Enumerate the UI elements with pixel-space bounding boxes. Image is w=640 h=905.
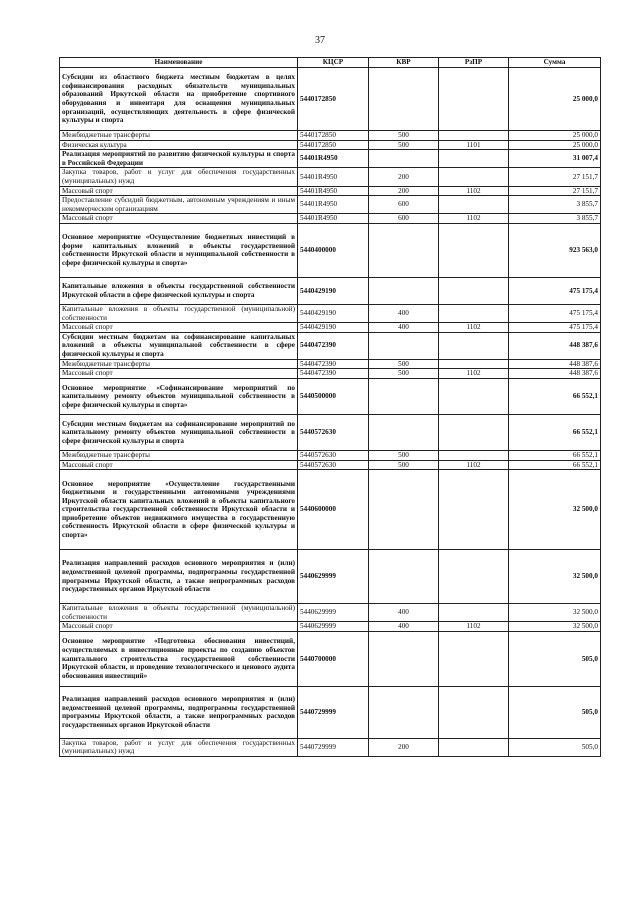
cell-kcsr: 5440572630 xyxy=(298,450,369,460)
cell-kvr xyxy=(369,631,439,686)
cell-sum: 66 552,1 xyxy=(509,450,601,460)
cell-rzpr: 1102 xyxy=(439,323,509,333)
cell-rzpr xyxy=(439,550,509,604)
header-name: Наименование xyxy=(60,58,298,68)
cell-rzpr xyxy=(439,332,509,359)
cell-kvr xyxy=(369,550,439,604)
cell-kvr: 400 xyxy=(369,323,439,333)
cell-kvr: 600 xyxy=(369,196,439,214)
cell-name: Физическая культура xyxy=(60,140,298,150)
cell-kcsr: 5440172850 xyxy=(298,131,369,141)
cell-kvr: 200 xyxy=(369,738,439,756)
cell-name: Закупка товаров, работ и услуг для обеспечения государственных (муниципальных) нужд xyxy=(60,168,298,186)
cell-kvr xyxy=(369,414,439,450)
cell-kcsr: 5440429190 xyxy=(298,277,369,304)
cell-rzpr xyxy=(439,686,509,738)
table-row xyxy=(60,68,601,131)
table-row xyxy=(60,196,601,214)
table-row xyxy=(60,460,601,470)
table-row xyxy=(60,186,601,196)
cell-rzpr: 1102 xyxy=(439,214,509,224)
cell-kcsr: 5440572630 xyxy=(298,460,369,470)
cell-name: Массовый спорт xyxy=(60,369,298,379)
cell-name: Основное мероприятие «Осуществление государственными бюджетными и государственными автономными учреждениями Иркутской области капитальных вложений в объекты капитального строительства государственной собственности Иркутской области и приобретение объектов недвижимого имущества в государственную собственность Иркутской области в сфере физической культуры и спорта» xyxy=(60,470,298,550)
cell-kcsr: 5440429190 xyxy=(298,304,369,322)
cell-name: Реализация направлений расходов основного мероприятия и (или) ведомственной целевой программы, подпрограммы государственной программы Иркутской области, а также непрограммных расходов государственных органов Иркутской области xyxy=(60,686,298,738)
cell-kcsr: 5440629999 xyxy=(298,604,369,622)
cell-sum: 448 387,6 xyxy=(509,359,601,369)
cell-rzpr xyxy=(439,631,509,686)
header-kvr: КВР xyxy=(369,58,439,68)
cell-name: Основное мероприятие «Осуществление бюджетных инвестиций в форме капитальных вложений в объекты государственной собственности Иркутской области и муниципальной собственности в сфере физической культуры и спорта» xyxy=(60,223,298,277)
cell-kcsr: 5440600000 xyxy=(298,470,369,550)
table-row xyxy=(60,140,601,150)
cell-kcsr: 5440572630 xyxy=(298,414,369,450)
cell-name: Капитальные вложения в объекты государственной (муниципальной) собственности xyxy=(60,304,298,322)
cell-sum: 448 387,6 xyxy=(509,369,601,379)
table-row xyxy=(60,450,601,460)
cell-sum: 475 175,4 xyxy=(509,304,601,322)
cell-kcsr: 54401R4950 xyxy=(298,186,369,196)
table-row xyxy=(60,332,601,359)
header-rzpr: РзПР xyxy=(439,58,509,68)
table-row xyxy=(60,414,601,450)
cell-sum: 923 563,0 xyxy=(509,223,601,277)
table-row xyxy=(60,631,601,686)
cell-kvr: 400 xyxy=(369,622,439,632)
table-body xyxy=(60,68,601,757)
cell-kcsr: 54401R4950 xyxy=(298,150,369,168)
cell-kvr: 200 xyxy=(369,186,439,196)
cell-kvr xyxy=(369,68,439,131)
cell-name: Закупка товаров, работ и услуг для обеспечения государственных (муниципальных) нужд xyxy=(60,738,298,756)
cell-name: Основное мероприятие «Подготовка обоснования инвестиций, осуществляемых в инвестиционные проекты по созданию объектов капитального строительства государственной собственности Иркутской области, и проведение технологического и ценового аудита обоснования инвестиций» xyxy=(60,631,298,686)
cell-sum: 25 000,0 xyxy=(509,68,601,131)
cell-sum: 3 855,7 xyxy=(509,214,601,224)
cell-kcsr: 54401R4950 xyxy=(298,214,369,224)
cell-name: Массовый спорт xyxy=(60,460,298,470)
cell-kcsr: 54401R4950 xyxy=(298,168,369,186)
cell-rzpr xyxy=(439,604,509,622)
cell-rzpr xyxy=(439,359,509,369)
cell-kcsr: 5440629999 xyxy=(298,550,369,604)
cell-name: Массовый спорт xyxy=(60,323,298,333)
cell-rzpr: 1102 xyxy=(439,186,509,196)
cell-kcsr: 5440472390 xyxy=(298,359,369,369)
cell-kvr: 400 xyxy=(369,604,439,622)
cell-name: Массовый спорт xyxy=(60,622,298,632)
cell-kvr xyxy=(369,378,439,414)
cell-kvr: 400 xyxy=(369,304,439,322)
table-row xyxy=(60,550,601,604)
cell-sum: 32 500,0 xyxy=(509,604,601,622)
cell-kvr: 500 xyxy=(369,140,439,150)
cell-sum: 25 000,0 xyxy=(509,140,601,150)
cell-rzpr xyxy=(439,68,509,131)
cell-sum: 32 500,0 xyxy=(509,470,601,550)
table-row xyxy=(60,470,601,550)
cell-rzpr: 1102 xyxy=(439,622,509,632)
cell-rzpr: 1102 xyxy=(439,460,509,470)
cell-kvr xyxy=(369,686,439,738)
cell-sum: 475 175,4 xyxy=(509,323,601,333)
table-row xyxy=(60,369,601,379)
table-header xyxy=(60,58,601,68)
cell-name: Основное мероприятие «Софинансирование мероприятий по капитальному ремонту объектов муниципальной собственности в сфере физической культуры и спорта» xyxy=(60,378,298,414)
cell-name: Предоставление субсидий бюджетным, автономным учреждениям и иным некоммерческим организациям xyxy=(60,196,298,214)
table-row xyxy=(60,378,601,414)
cell-name: Массовый спорт xyxy=(60,186,298,196)
header-kcsr: КЦСР xyxy=(298,58,369,68)
cell-rzpr xyxy=(439,196,509,214)
cell-rzpr xyxy=(439,738,509,756)
cell-kvr: 500 xyxy=(369,369,439,379)
table-row xyxy=(60,277,601,304)
cell-sum: 66 552,1 xyxy=(509,378,601,414)
table-row xyxy=(60,304,601,322)
cell-kvr xyxy=(369,223,439,277)
cell-kcsr: 5440500000 xyxy=(298,378,369,414)
cell-sum: 27 151,7 xyxy=(509,186,601,196)
table-row xyxy=(60,686,601,738)
cell-name: Массовый спорт xyxy=(60,214,298,224)
cell-kvr: 500 xyxy=(369,460,439,470)
page-number: 37 xyxy=(315,35,325,46)
header-sum: Сумма xyxy=(509,58,601,68)
cell-kcsr: 54401R4950 xyxy=(298,196,369,214)
cell-rzpr xyxy=(439,414,509,450)
cell-kvr xyxy=(369,150,439,168)
cell-kvr: 500 xyxy=(369,450,439,460)
budget-table xyxy=(59,57,601,757)
cell-kvr: 500 xyxy=(369,131,439,141)
cell-kcsr: 5440629999 xyxy=(298,622,369,632)
cell-rzpr xyxy=(439,131,509,141)
cell-name: Субсидии местным бюджетам на софинансирование капитальных вложений в объекты муниципальной собственности в сфере физической культуры и спорта xyxy=(60,332,298,359)
cell-sum: 25 000,0 xyxy=(509,131,601,141)
cell-rzpr xyxy=(439,150,509,168)
cell-sum: 32 500,0 xyxy=(509,550,601,604)
table-row xyxy=(60,214,601,224)
cell-sum: 448 387,6 xyxy=(509,332,601,359)
cell-sum: 32 500,0 xyxy=(509,622,601,632)
cell-name: Реализация направлений расходов основного мероприятия и (или) ведомственной целевой программы, подпрограммы государственной программы Иркутской области, а также непрограммных расходов государственных органов Иркутской области xyxy=(60,550,298,604)
cell-name: Межбюджетные трансферты xyxy=(60,359,298,369)
cell-sum: 505,0 xyxy=(509,631,601,686)
cell-kcsr: 5440400000 xyxy=(298,223,369,277)
cell-rzpr xyxy=(439,378,509,414)
cell-kcsr: 5440172850 xyxy=(298,68,369,131)
cell-rzpr xyxy=(439,223,509,277)
cell-kcsr: 5440729999 xyxy=(298,686,369,738)
cell-rzpr: 1101 xyxy=(439,140,509,150)
cell-name: Капитальные вложения в объекты государственной собственности Иркутской области в сфере физической культуры и спорта xyxy=(60,277,298,304)
table-row xyxy=(60,150,601,168)
table-row xyxy=(60,131,601,141)
cell-rzpr xyxy=(439,168,509,186)
cell-kvr: 600 xyxy=(369,214,439,224)
table-row xyxy=(60,604,601,622)
cell-kcsr: 5440472390 xyxy=(298,369,369,379)
cell-kvr xyxy=(369,332,439,359)
cell-rzpr xyxy=(439,277,509,304)
cell-name: Субсидии из областного бюджета местным бюджетам в целях софинансирования расходных обязательств муниципальных образований Иркутской области на приобретение спортивного оборудования и инвентаря для оснащения муниципальных организаций, осуществляющих деятельность в сфере физической культуры и спорта xyxy=(60,68,298,131)
cell-sum: 505,0 xyxy=(509,738,601,756)
cell-rzpr xyxy=(439,304,509,322)
cell-rzpr xyxy=(439,470,509,550)
cell-rzpr: 1102 xyxy=(439,369,509,379)
cell-name: Реализация мероприятий по развитию физической культуры и спорта в Российской Федерации xyxy=(60,150,298,168)
cell-sum: 505,0 xyxy=(509,686,601,738)
cell-kcsr: 5440472390 xyxy=(298,332,369,359)
table-row xyxy=(60,323,601,333)
cell-sum: 3 855,7 xyxy=(509,196,601,214)
table-row xyxy=(60,168,601,186)
cell-kcsr: 5440172850 xyxy=(298,140,369,150)
cell-kvr xyxy=(369,277,439,304)
cell-kcsr: 5440700000 xyxy=(298,631,369,686)
cell-sum: 66 552,1 xyxy=(509,414,601,450)
cell-kcsr: 5440729999 xyxy=(298,738,369,756)
table-row xyxy=(60,223,601,277)
cell-name: Капитальные вложения в объекты государственной (муниципальной) собственности xyxy=(60,604,298,622)
cell-name: Субсидии местным бюджетам на софинансирование мероприятий по капитальному ремонту объектов муниципальной собственности в сфере физической культуры и спорта xyxy=(60,414,298,450)
cell-kvr: 500 xyxy=(369,359,439,369)
table-row xyxy=(60,359,601,369)
cell-name: Межбюджетные трансферты xyxy=(60,450,298,460)
cell-name: Межбюджетные трансферты xyxy=(60,131,298,141)
cell-sum: 475 175,4 xyxy=(509,277,601,304)
table-row xyxy=(60,738,601,756)
table-row xyxy=(60,622,601,632)
cell-sum: 31 007,4 xyxy=(509,150,601,168)
cell-kvr xyxy=(369,470,439,550)
cell-kvr: 200 xyxy=(369,168,439,186)
cell-sum: 27 151,7 xyxy=(509,168,601,186)
cell-kcsr: 5440429190 xyxy=(298,323,369,333)
cell-sum: 66 552,1 xyxy=(509,460,601,470)
cell-rzpr xyxy=(439,450,509,460)
